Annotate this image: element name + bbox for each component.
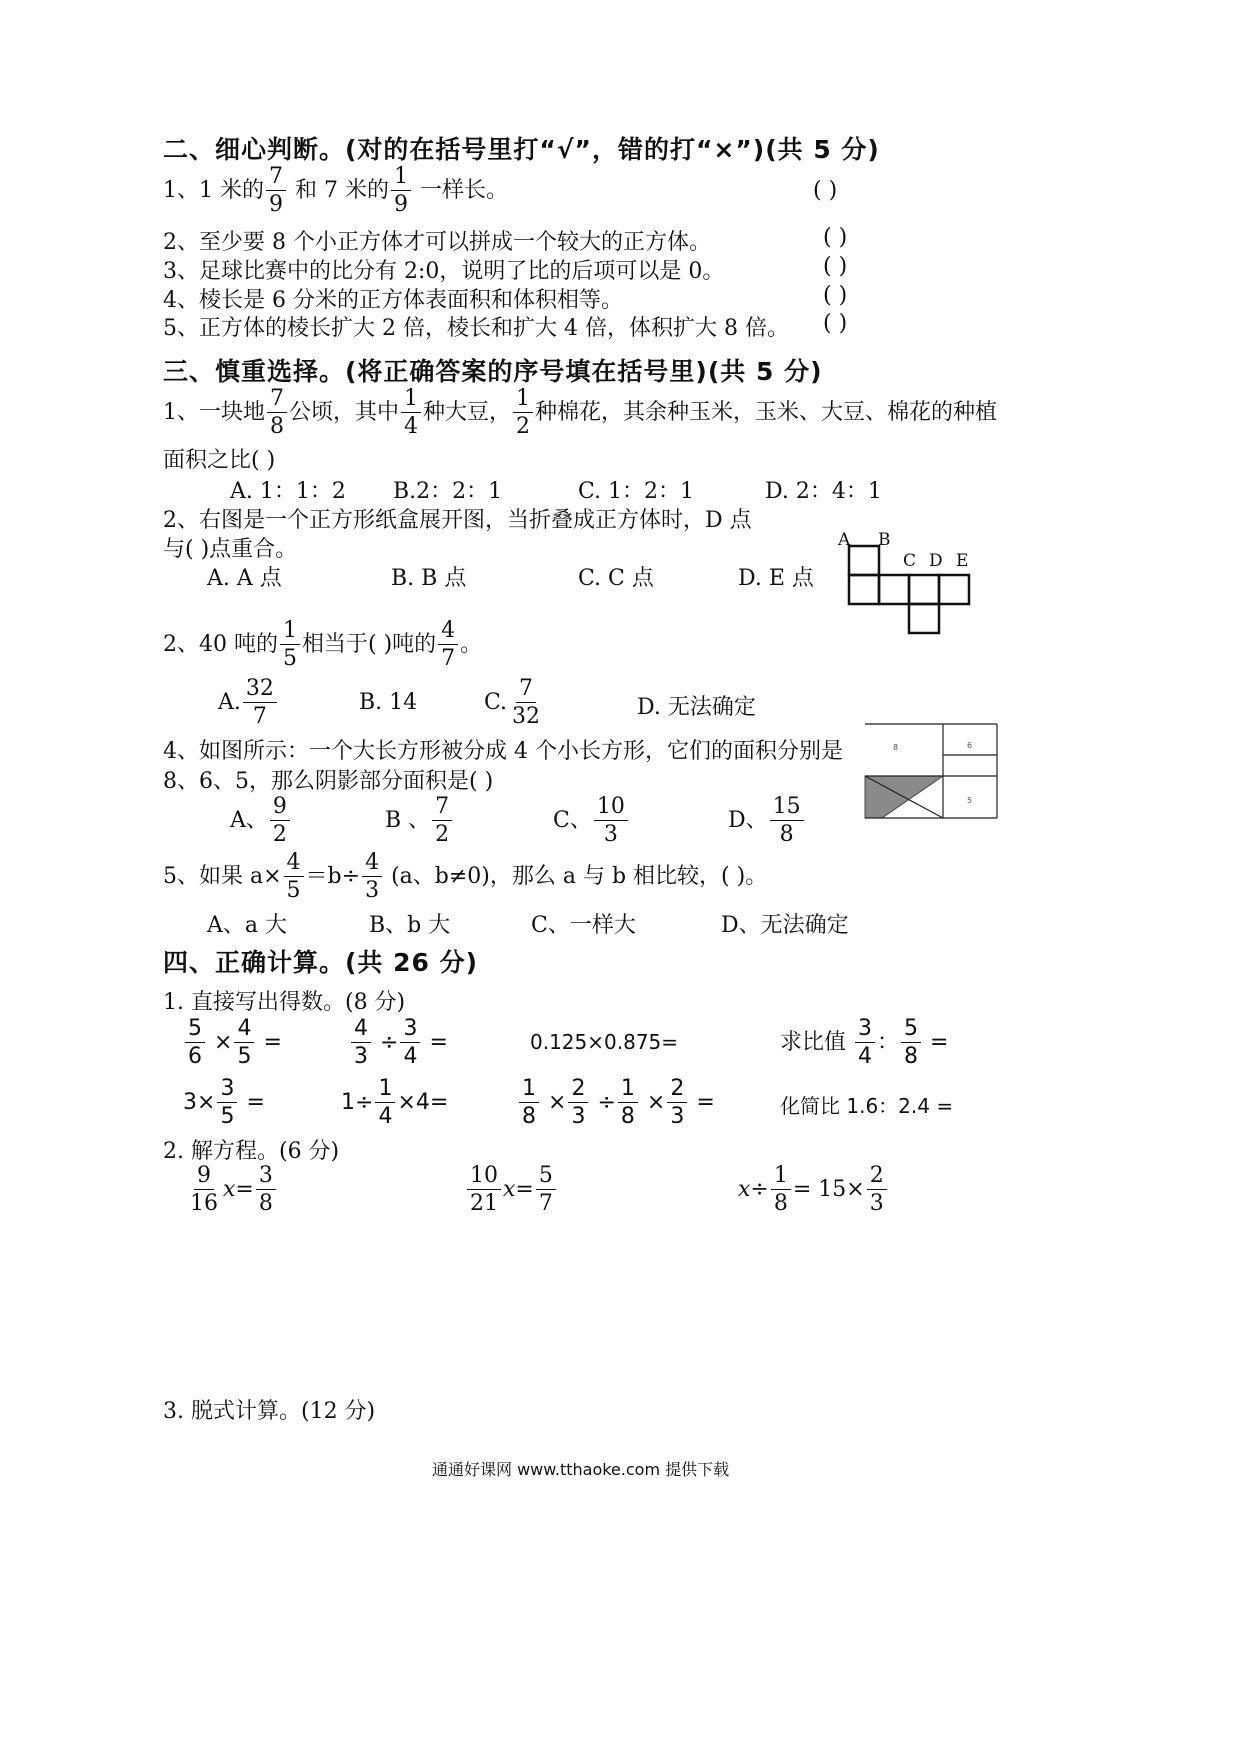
s3q2-option-c[interactable]: C. C 点 — [578, 566, 654, 591]
s4-sub3: 3. 脱式计算。(12 分) — [163, 1399, 376, 1424]
equation-1: $\frac{9}{16}$ x= $\frac{3}{8}$ — [185, 1165, 278, 1215]
area-label-8: 8 — [893, 743, 899, 752]
calc-3: 0.125×0.875= — [530, 1030, 679, 1054]
net-square — [849, 546, 879, 575]
section2-heading: 二、细心判断。(对的在括号里打“√”，错的打“×”)(共 5 分) — [163, 135, 880, 164]
s3q2-option-b[interactable]: B. B 点 — [391, 566, 467, 591]
net-square — [909, 604, 939, 633]
equation-3: x÷ $\frac{1}{8}$ = 15× $\frac{2}{3}$ — [738, 1165, 889, 1215]
net-label-b: B — [878, 530, 891, 550]
net-square — [939, 575, 969, 604]
s3q5-option-d[interactable]: D、无法确定 — [721, 913, 849, 938]
answer-paren-s2q5[interactable]: ( ) — [823, 311, 848, 336]
s3-question-4-line1: 4、如图所示：一个大长方形被分成 4 个小长方形，它们的面积分别是 — [163, 739, 843, 764]
calc-6: 1÷ $\frac{1}{4}$ ×4= — [341, 1076, 449, 1129]
s3-question-3: 2、40 吨的 $\frac{1}{5}$ 相当于( )吨的 $\frac{4}{7}$ 。 — [163, 618, 483, 671]
equation-2: $\frac{10}{21}$ x= $\frac{5}{7}$ — [465, 1165, 558, 1215]
s3-question-4-line2: 8、6、5，那么阴影部分面积是( ) — [163, 769, 494, 794]
s4-sub1: 1. 直接写出得数。(8 分) — [163, 990, 406, 1015]
net-label-c: C — [903, 551, 917, 571]
s3-question-1: 1、一块地 $\frac{7}{8}$ 公顷，其中 $\frac{1}{4}$ 种大豆， $\frac{1}{2}$ 种棉花，其余种玉米，玉米、大豆、棉花的种植 — [163, 386, 998, 439]
net-label-e: E — [956, 551, 969, 571]
s3-question-5: 5、如果 a× $\frac{4}{5}$ ＝b÷ $\frac{4}{3}$ (a、b≠0)，那么 a 与 b 相比较，( )。 — [163, 850, 768, 903]
s3q1-option-d[interactable]: D. 2：4：1 — [765, 479, 882, 504]
answer-paren-s2q1[interactable]: ( ) — [813, 178, 838, 203]
s3q4-option-a[interactable]: A、 $\frac{9}{2}$ — [230, 796, 292, 846]
area-label-5: 5 — [967, 796, 973, 805]
footer-source: 通通好课网 www.tthaoke.com 提供下载 — [432, 1460, 730, 1479]
calc-5: 3× $\frac{3}{5}$ = — [183, 1076, 265, 1129]
answer-paren-s2q3[interactable]: ( ) — [823, 254, 848, 279]
s3q4-option-c[interactable]: C、 $\frac{10}{3}$ — [553, 796, 630, 846]
calc-4: 求比值 $\frac{3}{4}$ ： $\frac{5}{8}$ = — [780, 1016, 949, 1069]
calc-8: 化简比 1.6：2.4 = — [780, 1094, 954, 1118]
s3q3-option-c[interactable]: C. $\frac{7}{32}$ — [484, 676, 541, 729]
net-square — [849, 575, 879, 604]
answer-paren-s2q4[interactable]: ( ) — [823, 283, 848, 308]
area-label-6: 6 — [967, 741, 973, 750]
section3-heading: 三、慎重选择。(将正确答案的序号填在括号里)(共 5 分) — [163, 357, 823, 386]
s3-question-1-line2: 面积之比( ) — [163, 448, 276, 473]
s4-sub2: 2. 解方程。(6 分) — [163, 1139, 340, 1164]
s3q5-option-a[interactable]: A、a 大 — [207, 913, 287, 938]
s3q3-option-b[interactable]: B. 14 — [359, 690, 418, 715]
calc-7: $\frac{1}{8}$ × $\frac{2}{3}$ ÷ $\frac{1}{8}$ × $\frac{2}{3}$ = — [517, 1078, 715, 1128]
calc-2: $\frac{4}{3}$ ÷ $\frac{3}{4}$ = — [349, 1018, 448, 1068]
net-label-a: A — [838, 530, 851, 550]
s3q1-option-a[interactable]: A. 1：1：2 — [230, 479, 346, 504]
net-square — [909, 575, 939, 604]
s3q5-option-b[interactable]: B、b 大 — [369, 913, 451, 938]
s2-question-5: 5、正方体的棱长扩大 2 倍，棱长和扩大 4 倍，体积扩大 8 倍。 — [163, 316, 789, 341]
s2-question-3: 3、足球比赛中的比分有 2:0，说明了比的后项可以是 0。 — [163, 259, 725, 284]
net-square — [879, 575, 909, 604]
s3q2-option-d[interactable]: D. E 点 — [738, 566, 814, 591]
s3q1-option-b[interactable]: B.2：2：1 — [393, 479, 503, 504]
s3q3-option-d[interactable]: D. 无法确定 — [637, 695, 756, 720]
s3q1-option-c[interactable]: C. 1：2：1 — [578, 479, 695, 504]
s3-question-2-line1: 2、右图是一个正方形纸盒展开图，当折叠成正方体时，D 点 — [163, 508, 752, 533]
s3q3-option-a[interactable]: A. $\frac{32}{7}$ — [218, 678, 279, 728]
net-label-d: D — [929, 551, 943, 571]
s2-question-1: 1、1 米的 $\frac{7}{9}$ 和 7 米的 $\frac{1}{9}$ 一样长。 — [163, 164, 508, 217]
answer-paren-s2q2[interactable]: ( ) — [823, 225, 848, 250]
s3q4-option-d[interactable]: D、 $\frac{15}{8}$ — [728, 796, 806, 846]
section4-heading: 四、正确计算。(共 26 分) — [163, 948, 479, 977]
s3q2-option-a[interactable]: A. A 点 — [207, 566, 282, 591]
s3-question-2-line2: 与( )点重合。 — [163, 537, 298, 562]
s2-question-4: 4、棱长是 6 分米的正方体表面积和体积相等。 — [163, 288, 623, 313]
s3q5-option-c[interactable]: C、一样大 — [531, 913, 636, 938]
rectangle-area-figure — [860, 720, 1000, 822]
calc-1: $\frac{5}{6}$ × $\frac{4}{5}$ = — [183, 1018, 282, 1068]
s2-question-2: 2、至少要 8 个小正方体才可以拼成一个较大的正方体。 — [163, 230, 711, 255]
s3q4-option-b[interactable]: B 、 $\frac{7}{2}$ — [385, 796, 454, 846]
cube-net-figure — [830, 525, 980, 640]
